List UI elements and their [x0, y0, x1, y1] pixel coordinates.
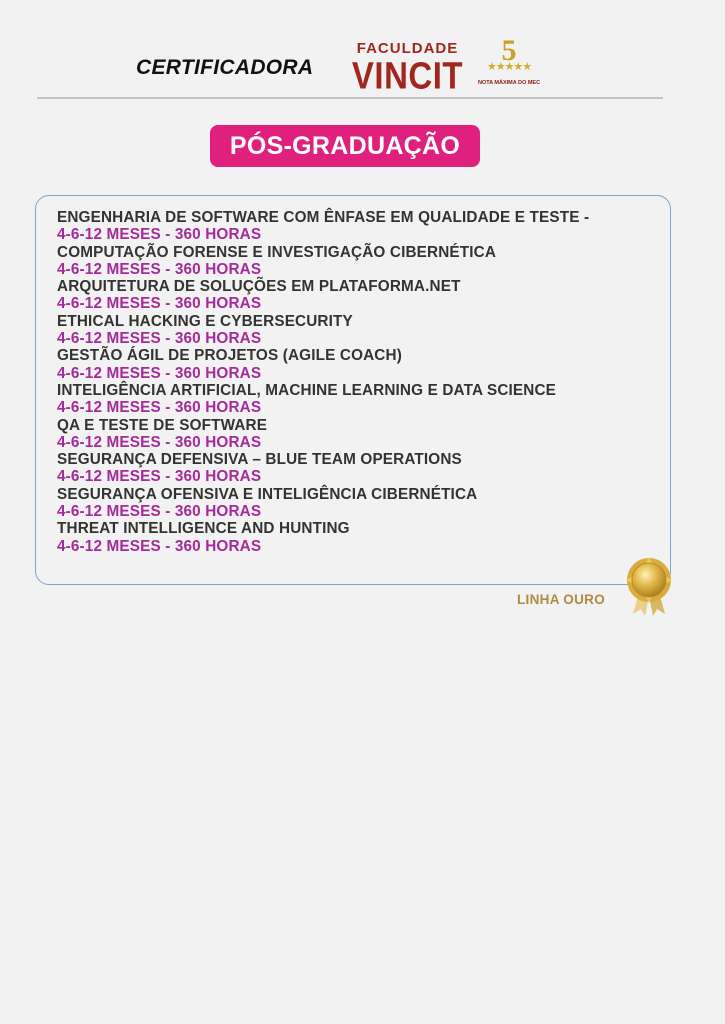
course-item: [57, 520, 667, 555]
faculdade-vincit-logo: [345, 40, 470, 96]
course-duration: 4-6-12 MESES - 360 HORAS: [57, 537, 262, 555]
logo-main-text: VINCIT: [351, 54, 464, 97]
course-duration: 4-6-12 MESES - 360 HORAS: [57, 433, 262, 451]
course-name: COMPUTAÇÃO FORENSE E INVESTIGAÇÃO CIBERNÉTICA: [57, 243, 497, 261]
course-item: [57, 417, 667, 452]
course-name: ENGENHARIA DE SOFTWARE COM ÊNFASE EM QUALIDADE E TESTE -: [57, 209, 590, 226]
stars-icon: ★★★★★: [486, 61, 532, 73]
page-title: PÓS-GRADUAÇÃO: [210, 125, 480, 167]
course-name: THREAT INTELLIGENCE AND HUNTING: [57, 520, 350, 538]
course-name: INTELIGÊNCIA ARTIFICIAL, MACHINE LEARNING E DATA SCIENCE: [57, 381, 557, 399]
course-duration: 4-6-12 MESES - 360 HORAS: [57, 330, 262, 348]
course-item: [57, 278, 667, 313]
mec-grade-badge: [474, 34, 544, 94]
badge-caption: NOTA MÁXIMA DO MEC: [477, 80, 541, 86]
course-item: [57, 347, 667, 382]
course-name: SEGURANÇA OFENSIVA E INTELIGÊNCIA CIBERNÉTICA: [57, 485, 478, 503]
logo-top-text: FACULDADE: [356, 40, 459, 57]
course-item: [57, 244, 667, 279]
course-duration: 4-6-12 MESES - 360 HORAS: [57, 503, 262, 521]
course-duration: 4-6-12 MESES - 360 HORAS: [57, 468, 262, 486]
course-duration: 4-6-12 MESES - 360 HORAS: [57, 295, 262, 313]
header: [0, 36, 725, 96]
course-name: ARQUITETURA DE SOLUÇÕES EM PLATAFORMA.NET: [57, 278, 461, 296]
header-divider: [37, 97, 663, 99]
course-item: [57, 313, 667, 348]
badge-number: 5: [501, 34, 517, 67]
certificadora-label: CERTIFICADORA: [136, 56, 314, 79]
course-duration: 4-6-12 MESES - 360 HORAS: [57, 399, 262, 417]
course-name: GESTÃO ÁGIL DE PROJETOS (AGILE COACH): [57, 347, 402, 365]
course-name: QA E TESTE DE SOFTWARE: [57, 416, 268, 434]
linha-ouro-label: LINHA OURO: [517, 592, 605, 607]
course-item: [57, 209, 667, 244]
course-duration: 4-6-12 MESES - 360 HORAS: [57, 226, 262, 244]
course-list: [57, 209, 667, 555]
course-duration: 4-6-12 MESES - 360 HORAS: [57, 260, 262, 278]
course-name: SEGURANÇA DEFENSIVA – BLUE TEAM OPERATIONS: [57, 451, 462, 469]
course-item: [57, 486, 667, 521]
course-duration: 4-6-12 MESES - 360 HORAS: [57, 364, 262, 382]
course-item: [57, 382, 667, 417]
gold-medal-icon: [624, 556, 674, 616]
course-item: [57, 451, 667, 486]
course-name: ETHICAL HACKING E CYBERSECURITY: [57, 312, 353, 330]
